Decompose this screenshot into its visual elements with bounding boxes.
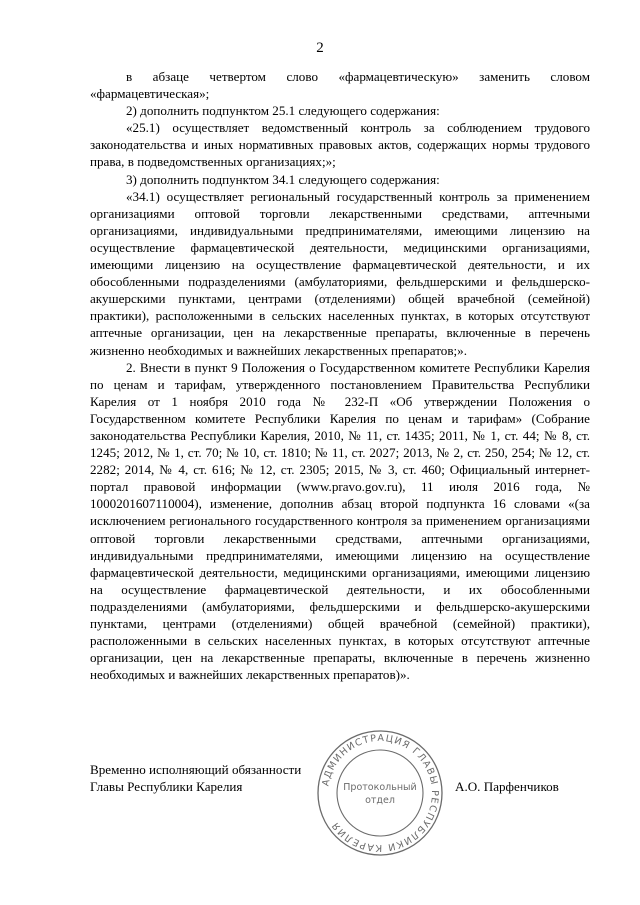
paragraph-4: 3) дополнить подпунктом 34.1 следующего содержания: [126,171,440,187]
page-number: 2 [316,40,324,56]
svg-text:АДМИНИСТРАЦИЯ ГЛАВЫ РЕСПУБЛИКИ [320,733,440,853]
official-stamp [315,728,445,858]
paragraph-2: 2) дополнить подпунктом 25.1 следующего содержания: [126,103,440,119]
stamp-inner-line2: отдел [365,795,395,806]
signatory-name: А.О. Парфенчиков [455,779,559,794]
paragraph-1: в абзаце четвертом слово «фармацевтическую» заменить словом «фармацевтическая»; [90,69,590,102]
stamp-outer-text: АДМИНИСТРАЦИЯ ГЛАВЫ РЕСПУБЛИКИ КАРЕЛИЯ [320,732,441,854]
signatory-position-line2: Главы Республики Карелия [90,779,243,794]
signatory-position-line1: Временно исполняющий обязанности [90,762,302,777]
document-body [90,68,590,683]
paragraph-3: «25.1) осуществляет ведомственный контроль за соблюдением трудового законодательства и иных нормативных правовых актов, содержащих нормы трудового права, в подведомственных организациях;»; [90,120,590,170]
paragraph-6: 2. Внести в пункт 9 Положения о Государственном комитете Республики Карелия по ценам и тарифам, утвержденного постановлением Правительства Республики Карелия от 1 ноября 2010 года № 232-П «Об утверждении Положения о Государственном комитете Республики Карелия по ценам и тарифам» (Собрание законодательства Республики Карелия, 2010, № 11, ст. 1435; 2011, № 1, ст. 44; № 8, ст. 1245; 2012, № 1, ст. 70; № 10, ст. 1810; № 11, ст. 2027; 2013, № 2, ст. 250, 254; № 12, ст. 2282; 2014, № 4, ст. 616; № 12, ст. 2305; 2015, № 3, ст. 460; Официальный интернет-портал правовой информации (www.pravo.gov.ru), 11 июля 2016 года, № 1000201607110004), изменение, дополнив абзац второй подпункта 16 словами «(за исключением регионального государственного контроля за применением организациями оптовой торговли лекарственными средствами, аптечными организациями, индивидуальными предпринимателями, имеющими лицензию на осуществление фармацевтической деятельности, медицинскими организациями, имеющими лицензию на осуществление фармацевтической деятельности, и их обособленными подразделениями (амбулаториями, фельдшерскими и фельдшерско-акушерскими пунктами, центрами (отделениями) общей врачебной (семейной) практики), расположенными в сельских населенных пунктах, в которых отсутствуют аптечные организации, цен на лекарственные препараты, включенные в перечень жизненно необходимых и важнейших лекарственных препаратов)». [90,359,590,683]
paragraph-5: «34.1) осуществляет региональный государственный контроль за применением организациями оптовой торговли лекарственными средствами, аптечными организациями, индивидуальными предпринимателями, имеющими лицензию на осуществление фармацевтической деятельности, медицинскими организациями, имеющими лицензию на осуществление фармацевтической деятельности, и их обособленными подразделениями (амбулаториями, фельдшерскими и фельдшерско-акушерскими пунктами, центрами (отделениями) общей врачебной (семейной) практики), расположенными в сельских населенных пунктах, в которых отсутствуют аптечные организации, цен на лекарственные препараты, включенные в перечень жизненно необходимых и важнейших лекарственных препаратов;». [90,188,590,358]
stamp-inner-line1: Протокольный [343,782,417,793]
